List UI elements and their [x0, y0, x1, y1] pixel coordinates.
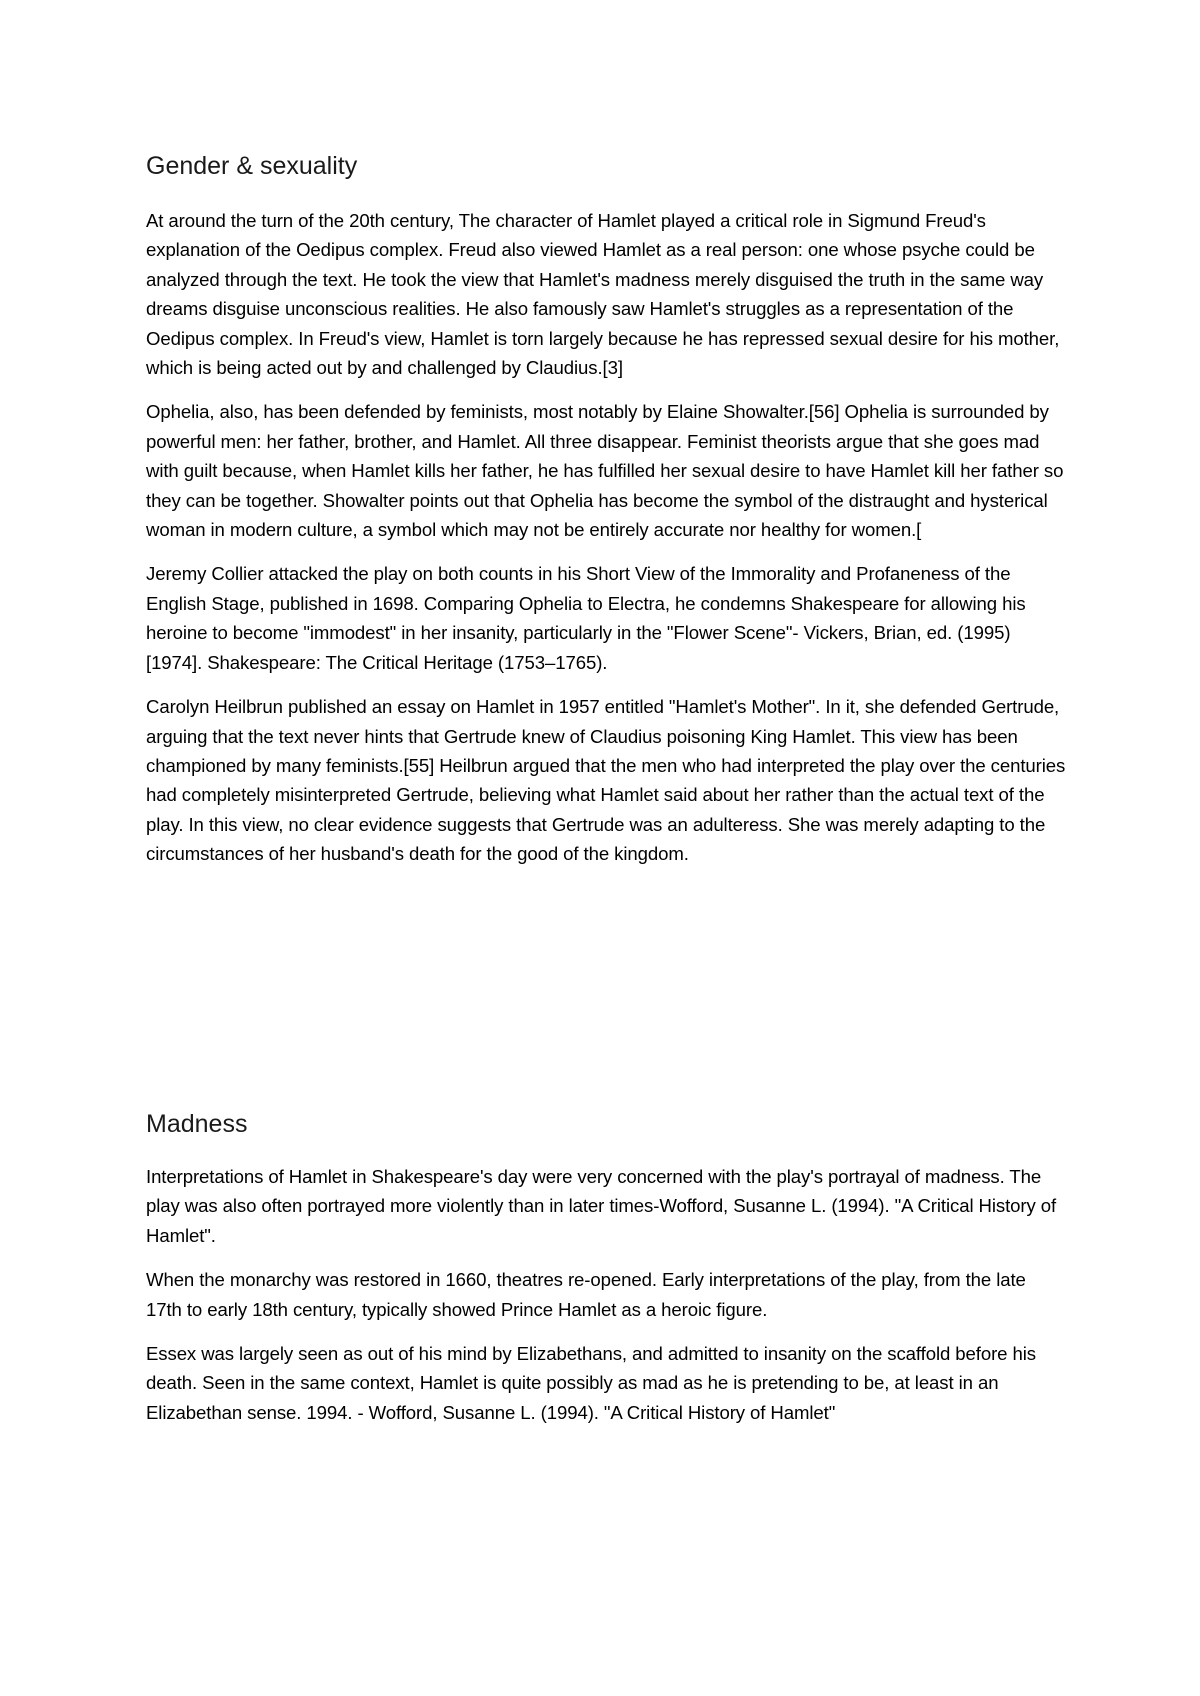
- section-heading: Madness: [146, 1110, 248, 1138]
- paragraph: Carolyn Heilbrun published an essay on Hamlet in 1957 entitled "Hamlet's Mother". In it, she defended Gertrude, arguing that the text never hints that Gertrude knew of Claudius poisoning King Hamlet. This view has been championed by many feminists.[55] Heilbrun argued that the men who had interpreted the play over the centuries had completely misinterpreted Gertrude, believing what Hamlet said about her rather than the actual text of the play. In this view, no clear evidence suggests that Gertrude was an adulteress. She was merely adapting to the circumstances of her husband's death for the good of the kingdom.: [146, 696, 1066, 865]
- section-gender-sexuality: [146, 150, 1066, 884]
- paragraph: Jeremy Collier attacked the play on both counts in his Short View of the Immorality and Profaneness of the English Stage, published in 1698. Comparing Ophelia to Electra, he condemns Shakespeare for allowing his heroine to become "immodest" in her insanity, particularly in the "Flower Scene"- Vickers, Brian, ed. (1995) [1974]. Shakespeare: The Critical Heritage (1753–1765).: [146, 563, 1026, 673]
- paragraph: Essex was largely seen as out of his mind by Elizabethans, and admitted to insanity on the scaffold before his death. Seen in the same context, Hamlet is quite possibly as mad as he is pretending to be, at least in an Elizabethan sense. 1994. - Wofford, Susanne L. (1994). "A Critical History of Hamlet": [146, 1343, 1036, 1423]
- paragraph: Ophelia, also, has been defended by feminists, most notably by Elaine Showalter.[56] Ophelia is surrounded by powerful men: her father, brother, and Hamlet. All three disappear. Feminist theorists argue that she goes mad with guilt because, when Hamlet kills her father, he has fulfilled her sexual desire to have Hamlet kill her father so they can be together. Showalter points out that Ophelia has become the symbol of the distraught and hysterical woman in modern culture, a symbol which may not be entirely accurate nor healthy for women.[: [146, 401, 1064, 541]
- section-madness: [146, 1108, 1066, 1442]
- paragraph: When the monarchy was restored in 1660, theatres re-opened. Early interpretations of the play, from the late 17th to early 18th century, typically showed Prince Hamlet as a heroic figure.: [146, 1269, 1026, 1320]
- section-heading: Gender & sexuality: [146, 152, 358, 180]
- paragraph: At around the turn of the 20th century, The character of Hamlet played a critical role in Sigmund Freud's explanation of the Oedipus complex. Freud also viewed Hamlet as a real person: one whose psyche could be analyzed through the text. He took the view that Hamlet's madness merely disguised the truth in the same way dreams disguise unconscious realities. He also famously saw Hamlet's struggles as a representation of the Oedipus complex. In Freud's view, Hamlet is torn largely because he has repressed sexual desire for his mother, which is being acted out by and challenged by Claudius.[3]: [146, 210, 1060, 379]
- paragraph: Interpretations of Hamlet in Shakespeare's day were very concerned with the play's portrayal of madness. The play was also often portrayed more violently than in later times-Wofford, Susanne L. (1994). "A Critical History of Hamlet".: [146, 1166, 1057, 1246]
